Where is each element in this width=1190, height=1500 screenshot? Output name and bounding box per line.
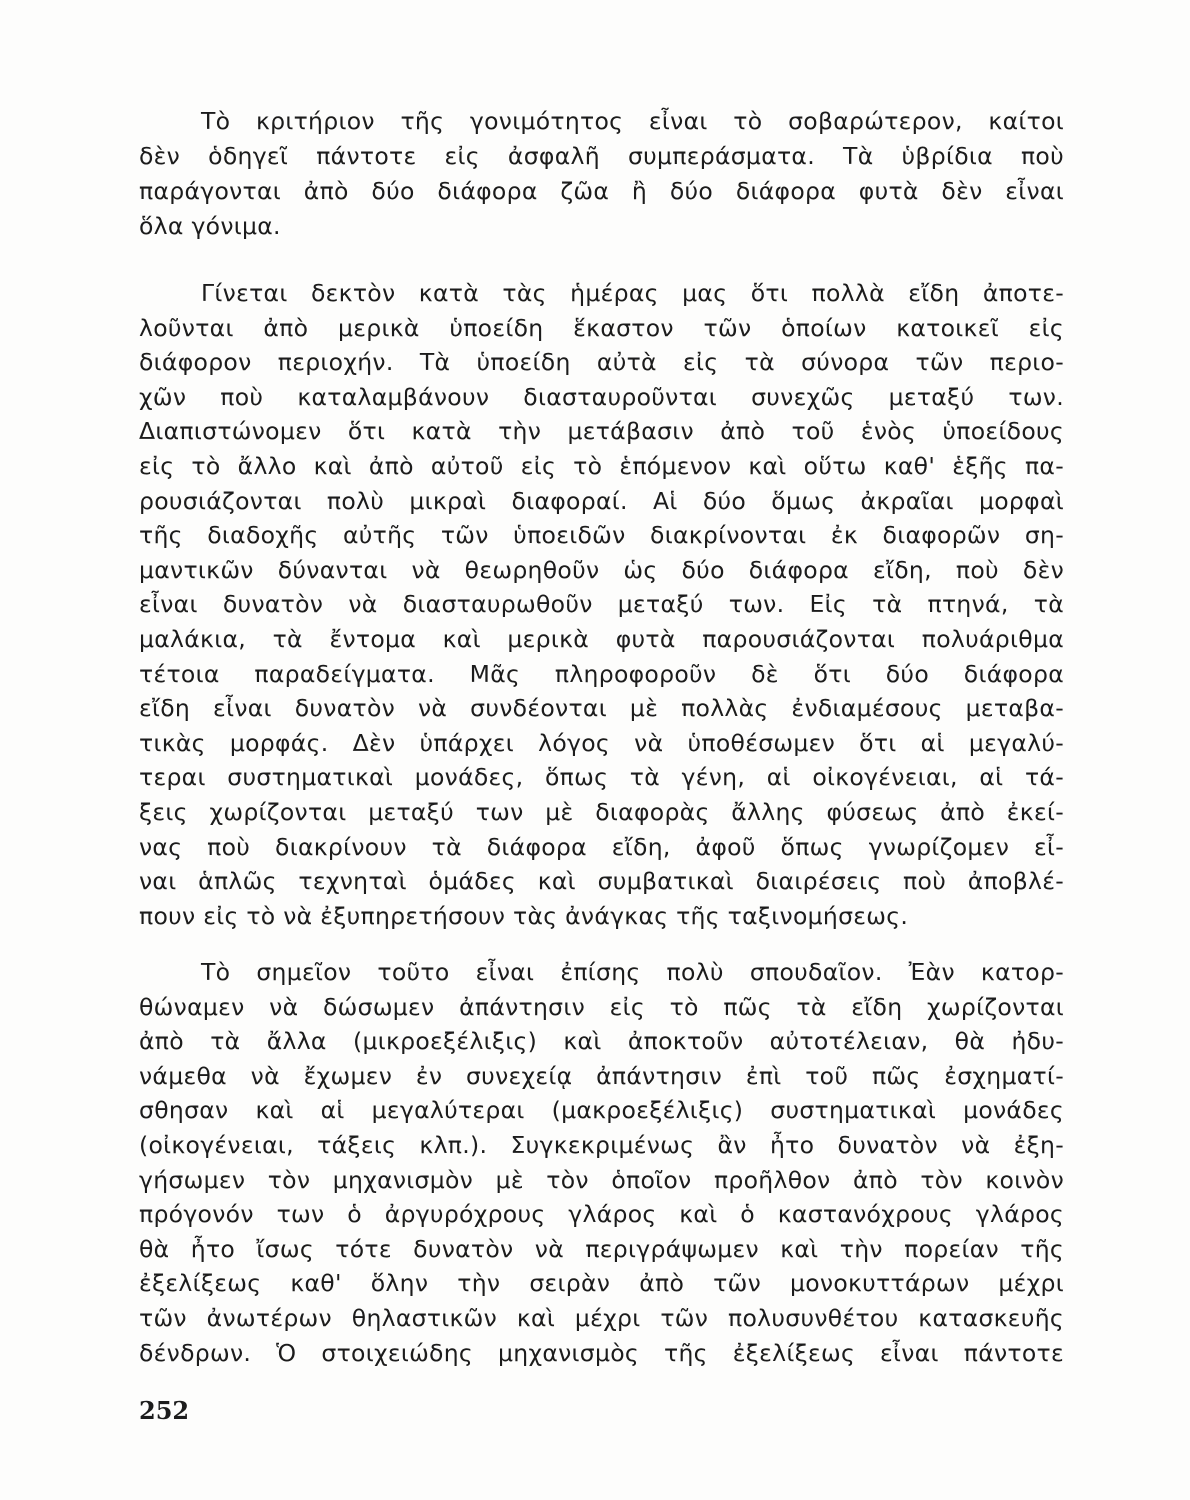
text-line: δένδρων. Ὁ στοιχειώδης μηχανισμὸς τῆς ἐξελίξεως εἶναι πάντοτε [139,1338,1064,1367]
text-line: τῆς διαδοχῆς αὐτῆς τῶν ὑποειδῶν διακρίνονται ἐκ διαφορῶν ση- [139,521,1064,550]
page-number: 252 [139,1396,190,1425]
text-line: ρουσιάζονται πολὺ μικραὶ διαφοραί. Αἱ δύο ὅμως ἀκραῖαι μορφαὶ [139,486,1064,515]
text-line: γήσωμεν τὸν μηχανισμὸν μὲ τὸν ὁποῖον προῆλθον ἀπὸ τὸν κοινὸν [139,1165,1064,1194]
paragraph-1 [139,104,1064,244]
paragraph-3 [139,955,1064,1370]
text-line: Γίνεται δεκτὸν κατὰ τὰς ἡμέρας μας ὅτι πολλὰ εἴδη ἀποτε- [201,279,1064,307]
text-line: εἰς τὸ ἄλλο καὶ ἀπὸ αὐτοῦ εἰς τὸ ἑπόμενον καὶ οὕτω καθ' ἑξῆς πα- [139,451,1064,480]
text-line: (οἰκογένειαι, τάξεις κλπ.). Συγκεκριμένως ἂν ἦτο δυνατὸν νὰ ἐξη- [139,1130,1064,1159]
text-line: θὰ ἦτο ἴσως τότε δυνατὸν νὰ περιγράψωμεν καὶ τὴν πορείαν τῆς [139,1234,1064,1263]
text-line: τέτοια παραδείγματα. Μᾶς πληροφοροῦν δὲ ὅτι δύο διάφορα [139,659,1064,688]
text-line: Διαπιστώνομεν ὅτι κατὰ τὴν μετάβασιν ἀπὸ τοῦ ἑνὸς ὑποείδους [139,417,1064,446]
text-line: μαντικῶν δύνανται νὰ θεωρηθοῦν ὡς δύο διάφορα εἴδη, ποὺ δὲν [139,555,1064,584]
text-line: Τὸ κριτήριον τῆς γονιμότητος εἶναι τὸ σοβαρώτερον, καίτοι [201,107,1064,135]
text-line: ὅλα γόνιμα. [139,212,281,240]
text-line: Τὸ σημεῖον τοῦτο εἶναι ἐπίσης πολὺ σπουδαῖον. Ἐὰν κατορ- [201,958,1064,986]
text-line: ἐξελίξεως καθ' ὅλην τὴν σειρὰν ἀπὸ τῶν μονοκυττάρων μέχρι [139,1269,1064,1298]
text-line: δὲν ὁδηγεῖ πάντοτε εἰς ἀσφαλῆ συμπεράσματα. Τὰ ὑβρίδια ποὺ [139,142,1064,170]
text-line: λοῦνται ἀπὸ μερικὰ ὑποείδη ἕκαστον τῶν ὁποίων κατοικεῖ εἰς [139,313,1064,342]
text-line: σθησαν καὶ αἱ μεγαλύτεραι (μακροεξέλιξις) συστηματικαὶ μονάδες [139,1096,1064,1125]
text-line: πρόγονόν των ὁ ἀργυρόχρους γλάρος καὶ ὁ καστανόχρους γλάρος [139,1200,1064,1229]
text-line: νας ποὺ διακρίνουν τὰ διάφορα εἴδη, ἀφοῦ ὅπως γνωρίζομεν εἶ- [139,832,1064,861]
text-line: διάφορον περιοχήν. Τὰ ὑποείδη αὐτὰ εἰς τὰ σύνορα τῶν περιο- [139,348,1064,377]
text-line: πουν εἰς τὸ νὰ ἐξυπηρετήσουν τὰς ἀνάγκας τῆς ταξινομήσεως. [139,901,909,930]
text-line: τικὰς μορφάς. Δὲν ὑπάρχει λόγος νὰ ὑποθέσωμεν ὅτι αἱ μεγαλύ- [139,728,1064,757]
text-line: ξεις χωρίζονται μεταξύ των μὲ διαφορὰς ἄλλης φύσεως ἀπὸ ἐκεί- [139,797,1064,826]
text-line: τῶν ἀνωτέρων θηλαστικῶν καὶ μέχρι τῶν πολυσυνθέτου κατασκευῆς [139,1303,1064,1332]
text-line: ἀπὸ τὰ ἄλλα (μικροεξέλιξις) καὶ ἀποκτοῦν αὐτοτέλειαν, θὰ ἠδυ- [139,1027,1064,1056]
paragraph-2 [139,276,1064,933]
text-line: μαλάκια, τὰ ἔντομα καὶ μερικὰ φυτὰ παρουσιάζονται πολυάριθμα [139,624,1064,653]
text-line: παράγονται ἀπὸ δύο διάφορα ζῶα ἢ δύο διάφορα φυτὰ δὲν εἶναι [139,177,1064,205]
text-line: εἴδη εἶναι δυνατὸν νὰ συνδέονται μὲ πολλὰς ἐνδιαμέσους μεταβα- [139,694,1064,723]
text-line: νάμεθα νὰ ἔχωμεν ἐν συνεχείᾳ ἀπάντησιν ἐπὶ τοῦ πῶς ἐσχηματί- [139,1061,1064,1090]
text-line: χῶν ποὺ καταλαμβάνουν διασταυροῦνται συνεχῶς μεταξύ των. [139,382,1064,411]
text-line: εἶναι δυνατὸν νὰ διασταυρωθοῦν μεταξύ των. Εἰς τὰ πτηνά, τὰ [139,590,1064,619]
text-line: ναι ἁπλῶς τεχνηταὶ ὁμάδες καὶ συμβατικαὶ διαιρέσεις ποὺ ἀποβλέ- [139,867,1064,896]
text-line: θώναμεν νὰ δώσωμεν ἀπάντησιν εἰς τὸ πῶς τὰ εἴδη χωρίζονται [139,992,1064,1021]
text-line: τεραι συστηματικαὶ μονάδες, ὅπως τὰ γένη, αἱ οἰκογένειαι, αἱ τά- [139,763,1064,792]
